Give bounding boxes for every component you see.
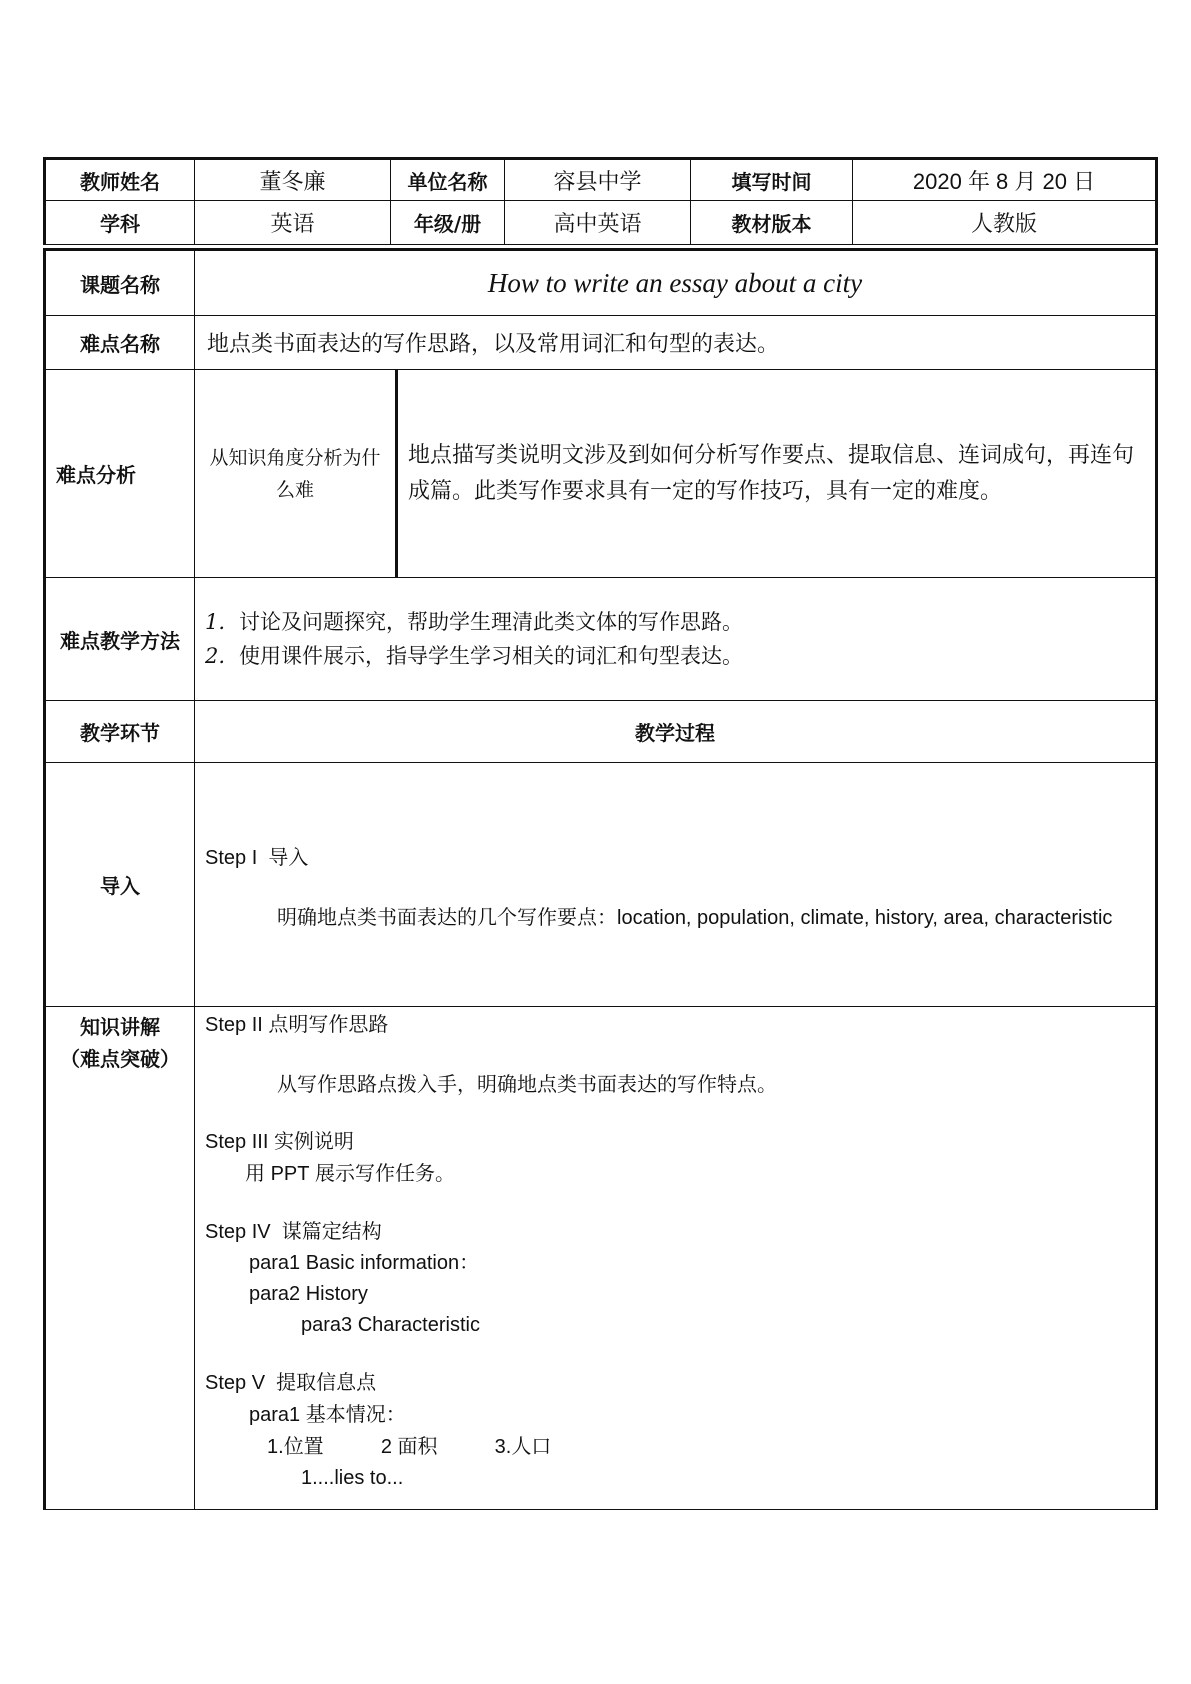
process-header-row <box>45 701 1157 763</box>
analysis-text: 地点描写类说明文涉及到如何分析写作要点、提取信息、连词成句，再连句成篇。此类写作要求具有一定的写作技巧，具有一定的难度。 <box>397 370 1157 578</box>
lesson-plan-sheet <box>43 157 1155 1510</box>
edition-value: 人教版 <box>853 201 1157 245</box>
header-row-1 <box>45 159 1157 201</box>
step5-title: Step V <box>205 1372 266 1394</box>
step4-para2: para2 History <box>249 1283 368 1305</box>
teacher-value: 董冬廉 <box>195 159 391 201</box>
knowledge-label-line2: （难点突破） <box>60 1047 180 1071</box>
analysis-label: 难点分析 <box>45 370 195 578</box>
teacher-label: 教师姓名 <box>45 159 195 201</box>
knowledge-label <box>45 1007 195 1510</box>
step3-body-pre: 用 <box>245 1161 265 1185</box>
step2-name: 点明写作思路 <box>268 1012 389 1036</box>
item3-num: 3. <box>494 1436 512 1458</box>
detail-table <box>43 248 1158 1510</box>
edition-label: 教材版本 <box>691 201 853 245</box>
difficulty-value: 地点类书面表达的写作思路，以及常用词汇和句型的表达。 <box>195 316 1157 370</box>
step-name: 导入 <box>268 844 309 869</box>
step5-para1 <box>205 1399 1145 1431</box>
step3-title: Step III <box>205 1131 269 1153</box>
date-value: 2020 年 8 月 20 日 <box>853 159 1157 201</box>
item2-zh: 面积 <box>397 1434 438 1458</box>
step2-heading <box>205 1009 1145 1041</box>
step5-heading <box>205 1367 1145 1399</box>
step3-body-ppt: PPT <box>270 1163 310 1185</box>
step3-body <box>205 1158 1145 1190</box>
info-table <box>43 157 1158 245</box>
step5-items <box>205 1431 1145 1463</box>
analysis-sub-label: 从知识角度分析为什么难 <box>195 370 397 578</box>
method-item-text: 讨论及问题探究，帮助学生理清此类文体的写作思路。 <box>239 610 743 634</box>
item1-zh: 位置 <box>283 1434 324 1458</box>
step5-name: 提取信息点 <box>276 1370 377 1394</box>
step-title: Step I <box>205 846 258 869</box>
intro-step-heading <box>205 842 1145 874</box>
step4-name: 谋篇定结构 <box>281 1219 382 1243</box>
step5-para1-zh: 基本情况： <box>305 1402 406 1426</box>
knowledge-label-line1: 知识讲解 <box>80 1015 160 1039</box>
process-label: 教学过程 <box>195 701 1157 763</box>
grade-label: 年级/册 <box>391 201 505 245</box>
method-item <box>205 639 1145 673</box>
method-item-text: 使用课件展示，指导学生学习相关的词汇和句型表达。 <box>239 644 743 668</box>
step3-body-post: 展示写作任务。 <box>315 1161 456 1185</box>
step5-para1-label: para1 <box>249 1404 301 1426</box>
grade-value: 高中英语 <box>505 201 691 245</box>
unit-value: 容县中学 <box>505 159 691 201</box>
step4-para3: para3 Characteristic <box>301 1314 480 1336</box>
subject-value: 英语 <box>195 201 391 245</box>
method-label: 难点教学方法 <box>45 578 195 701</box>
subject-label: 学科 <box>45 201 195 245</box>
topic-label: 课题名称 <box>45 250 195 316</box>
item1-num: 1. <box>267 1436 284 1458</box>
intro-label: 导入 <box>45 763 195 1007</box>
step3-heading <box>205 1126 1145 1158</box>
phrase1: 1....lies to... <box>301 1467 404 1489</box>
intro-body-zh: 明确地点类书面表达的几个写作要点： <box>277 904 617 929</box>
intro-content <box>195 763 1157 1007</box>
method-list <box>195 578 1157 701</box>
step4-title: Step IV <box>205 1221 271 1243</box>
step2-title: Step II <box>205 1014 263 1036</box>
method-item-number: 2. <box>205 644 226 668</box>
step4-para1: para1 Basic information： <box>249 1252 480 1274</box>
step4-heading <box>205 1216 1145 1248</box>
method-item-number: 1. <box>205 610 226 634</box>
intro-row <box>45 763 1157 1007</box>
stage-label: 教学环节 <box>45 701 195 763</box>
date-label: 填写时间 <box>691 159 853 201</box>
unit-label: 单位名称 <box>391 159 505 201</box>
topic-title: How to write an essay about a city <box>195 250 1157 316</box>
step3-name: 实例说明 <box>273 1129 354 1153</box>
method-row <box>45 578 1157 701</box>
knowledge-row <box>45 1007 1157 1510</box>
intro-body <box>205 902 1145 934</box>
item2-num: 2 <box>380 1436 392 1458</box>
topic-row <box>45 250 1157 316</box>
difficulty-label: 难点名称 <box>45 316 195 370</box>
intro-body-en: location, population, climate, history, area, characteristic <box>617 906 1113 929</box>
step2-body: 从写作思路点拨入手，明确地点类书面表达的写作特点。 <box>277 1072 777 1096</box>
header-row-2 <box>45 201 1157 245</box>
item3-zh: 人口 <box>511 1434 552 1458</box>
difficulty-row <box>45 316 1157 370</box>
method-item <box>205 605 1145 639</box>
knowledge-content <box>195 1007 1157 1510</box>
analysis-row <box>45 370 1157 578</box>
